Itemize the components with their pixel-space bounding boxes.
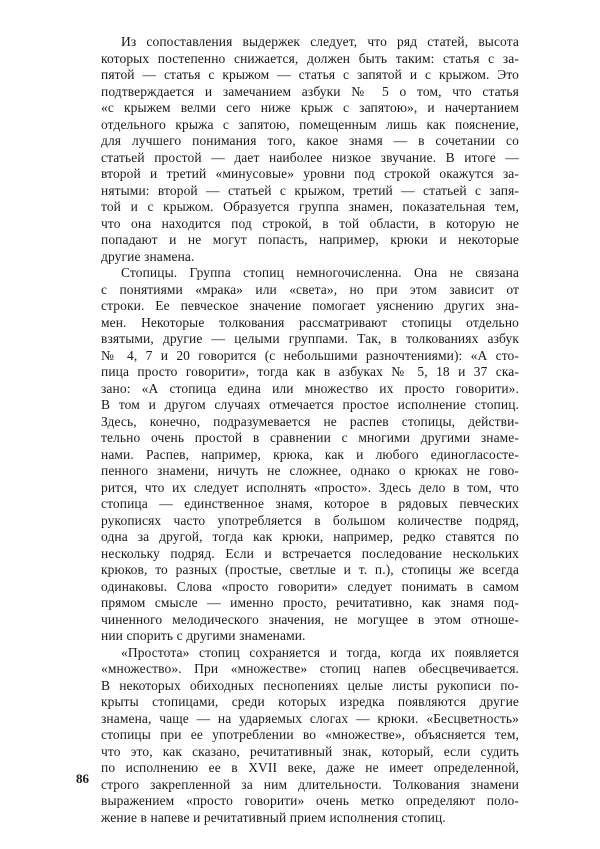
text-line: пенного знамени, ничуть не сложнее, однако о крюках не гово- (101, 463, 519, 478)
text-line: тельно очень простой в сравнении с многими другими знаме- (101, 430, 519, 445)
text-line: жение в напеве и речитативный прием исполнения стопиц. (101, 809, 446, 825)
text-line: подтверждается и замечанием азбуки № 5 о том, что статья (101, 83, 519, 99)
text-line: стопицы при ее употреблении во «множестве», объясняется тем, (101, 727, 519, 742)
page-body (101, 34, 519, 826)
text-line: отдельного крыжа с запятою, помещенным лишь как пояснение, (101, 116, 519, 132)
text-line: крюков, то разных (простые, светлые и т. п.), стопицы же всегда (101, 562, 519, 577)
text-line: что она находится под строкой, в той области, в которую не (101, 215, 519, 231)
text-line: статьей простой — дает наиболее низкое звучание. В итоге — (101, 149, 519, 165)
text-line: Здесь, конечно, подразумевается не распев стопицы, действи- (101, 413, 519, 429)
text-line: нии спорить с другими знаменами. (101, 628, 306, 643)
text-line: прямом смысле — именно просто, речитативно, как знамя под- (101, 595, 519, 610)
text-line: «с крыжем велми сего ниже крыж с запятою», и начертанием (101, 100, 519, 115)
text-line: нами. Распев, например, крюка, как и любого единогласосте- (101, 446, 519, 462)
text-line: для лучшего понимания того, какое знамя — в сочетании со (101, 133, 519, 148)
text-line: одна за другой, тогда как крюки, например, редко ставятся по (101, 529, 519, 544)
text-line: «множество». При «множестве» стопиц напев обесцвечивается. (101, 661, 519, 676)
text-line: пятой — статья с крыжом — статья с запятой и с крыжом. Это (101, 67, 519, 82)
text-line: мен. Некоторые толкования рассматривают стопицы отдельно (101, 314, 519, 330)
text-line: зано: «А стопица едина или множество их просто говорити». (101, 380, 519, 396)
text-line: стопица — единственное знамя, которое в рядовых певческих (101, 496, 519, 511)
text-line: Из сопоставления выдержек следует, что ряд статей, высота (121, 34, 519, 49)
text-line: строго закрепленной за ним длительности. Толкования знамени (101, 776, 519, 792)
page-number: 86 (76, 771, 89, 786)
paragraph-2 (101, 265, 519, 645)
paragraph-3 (101, 645, 519, 827)
text-line: рится, что их следует исполнять «просто». Здесь дело в том, что (101, 479, 519, 495)
text-line: второй и третий «минусовые» уровни под строкой окажутся за- (101, 166, 519, 181)
text-line: пица просто говорити», тогда как в азбуках № 5, 18 и 37 ска- (101, 364, 519, 379)
text-line: Стопицы. Группа стопиц немногочисленна. Она не связана (121, 265, 519, 280)
text-line: В том и другом случаях отмечается простое исполнение стопиц. (101, 397, 519, 412)
text-line: строки. Ее певческое значение помогает уяснению других зна- (101, 298, 519, 313)
text-line: которых постепенно снижается, должен быть таким: статья с за- (101, 50, 519, 66)
text-line: знамена, чаще — на ударяемых слогах — крюки. «Бесцветность» (101, 710, 519, 726)
text-line: В некоторых обиходных песнопениях целые листы рукописи по- (101, 677, 519, 693)
text-line: нятыми: второй — статьей с крыжом, третий — статьей с запя- (101, 182, 519, 198)
text-line: рукописях часто употребляется в большом количестве подряд, (101, 512, 519, 528)
text-line: выражением «просто говорити» очень метко определяют поло- (101, 793, 519, 808)
text-line: чиненного мелодического значения, не могущее в этом отноше- (101, 611, 519, 627)
text-line: той и с крыжом. Образуется группа знамен, показательная тем, (101, 199, 519, 214)
text-line: попадают и не могут попасть, например, крюки и некоторые (101, 232, 519, 247)
text-line: что это, как сказано, речитативный знак, который, если судить (101, 743, 519, 759)
paragraph-1 (101, 34, 519, 265)
text-line: крыты стопицами, среди которых изредка появляются другие (101, 694, 519, 709)
text-line: с понятиями «мрака» или «света», но при этом зависит от (101, 281, 519, 297)
text-line: по исполнению ее в XVII веке, даже не имеет определенной, (101, 760, 519, 775)
text-line: взятыми, другие — целыми группами. Так, в толкованиях азбук (101, 331, 519, 346)
text-line: «Простота» стопиц сохраняется и тогда, когда их появляется (121, 644, 519, 660)
text-line: одинаковы. Слова «просто говорити» следует понимать в самом (101, 578, 519, 594)
text-line: № 4, 7 и 20 говорится (с небольшими разночтениями): «А сто- (101, 347, 519, 363)
text-line: нескольку подряд. Если и встречается последование нескольких (101, 545, 519, 561)
text-line: другие знамена. (101, 248, 195, 264)
